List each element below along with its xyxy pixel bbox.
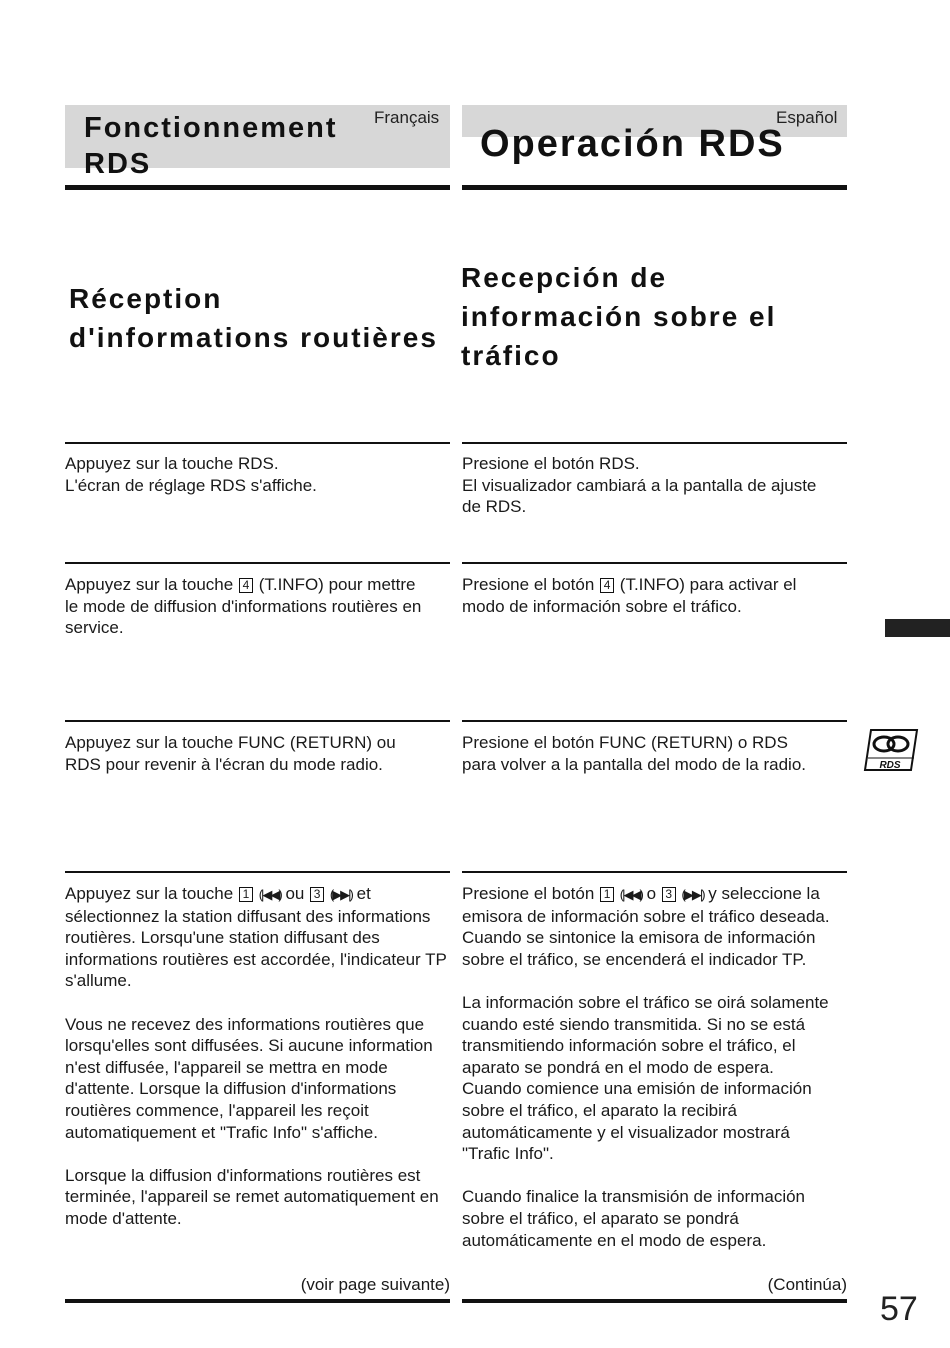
fr-title-line1: Fonctionnement — [84, 112, 338, 144]
es-step4-pre: Presione el botón — [462, 884, 595, 903]
key-1-icon: 1 — [600, 887, 614, 902]
es-step4-rest: seleccione la emisora de información sobre el tráfico deseada. Cuando se sintonice la emisora de información sobre el tráfico, se encenderá el indicador TP. — [462, 884, 830, 969]
es-section-line3: tráfico — [461, 340, 561, 371]
es-step4-post: y — [708, 884, 717, 903]
es-section-line2: información sobre el — [461, 301, 777, 332]
fr-continued-note: (voir page suivante) — [300, 1275, 450, 1294]
es-step4-mid: o — [646, 884, 657, 903]
fr-para3: Lorsque la diffusion d'informations routières est terminée, l'appareil se remet automatiquement en mode d'attente. — [65, 1165, 439, 1228]
es-step2-rule — [462, 562, 847, 564]
es-step3-rule — [462, 720, 847, 722]
key-3-icon: 3 — [662, 887, 676, 902]
fr-step2-line1 — [65, 574, 455, 596]
fr-step4-mid: ou — [285, 884, 305, 903]
es-para2: La información sobre el tráfico se oirá solamente cuando esté siendo transmitida. Si no se está transmitiendo información sobre el tráfico, el aparato se pondrá en el modo de espera. Cuando comience una emisión de información sobre el tráfico, el aparato la recibirá automáticamente y el visualizador mostrará "Trafic Info". — [462, 992, 829, 1164]
fr-section-line1: Réception — [69, 283, 223, 314]
fr-step3-line2: RDS pour revenir à l'écran du mode radio. — [65, 754, 383, 774]
es-title-rule — [462, 185, 847, 190]
key-1-icon: 1 — [239, 887, 253, 902]
fr-step2-text — [65, 574, 455, 639]
fr-section-line2: d'informations routières — [69, 322, 438, 353]
key-3-icon: 3 — [310, 887, 324, 902]
es-section-heading — [461, 258, 776, 375]
fr-step1-line1: Appuyez sur la touche RDS. — [65, 454, 279, 473]
fr-step4-pre: Appuyez sur la touche — [65, 884, 234, 903]
fr-bottom-rule — [65, 1299, 450, 1303]
fr-step2-post: (T.INFO) pour mettre — [258, 575, 416, 594]
fr-para2: Vous ne recevez des informations routières que lorsqu'elles sont diffusées. Si aucune information n'est diffusée, l'appareil se mettra en mode d'attente. Lorsque la diffusion d'informations routières commence, l'appareil les reçoit automatiquement et "Trafic Info" s'affiche. — [65, 1014, 433, 1142]
prev-track-icon: (|◀◀) — [258, 887, 281, 902]
rds-logo-text: RDS — [879, 760, 901, 771]
es-step1-rule — [462, 442, 847, 444]
es-step4-rule — [462, 871, 847, 873]
fr-step1-line2: L'écran de réglage RDS s'affiche. — [65, 475, 317, 495]
fr-step3-rule — [65, 720, 450, 722]
key-4-icon: 4 — [600, 578, 614, 593]
fr-step4-rule — [65, 871, 450, 873]
fr-step1-rule — [65, 442, 450, 444]
es-step3-line2: para volver a la pantalla del modo de la radio. — [462, 754, 806, 774]
es-step4-text — [462, 883, 834, 1273]
fr-step4-text — [65, 883, 449, 1251]
next-track-icon: (▶▶|) — [329, 887, 352, 902]
page-number: 57 — [880, 1290, 918, 1328]
key-4-icon: 4 — [239, 578, 253, 593]
fr-step2-pre: Appuyez sur la touche — [65, 575, 234, 594]
next-track-icon: (▶▶|) — [681, 887, 704, 902]
es-step2-pre: Presione el botón — [462, 575, 595, 594]
es-step3-line1: Presione el botón FUNC (RETURN) o RDS — [462, 733, 788, 752]
es-step1-line3: de RDS. — [462, 497, 527, 517]
fr-step2-line2: le mode de diffusion d'informations routières en — [65, 596, 422, 616]
es-section-line1: Recepción de — [461, 262, 668, 293]
fr-step2-rule — [65, 562, 450, 564]
es-continued-note: (Continúa) — [767, 1275, 847, 1294]
fr-step4-post: et — [356, 884, 371, 903]
rds-logo-icon — [863, 727, 919, 773]
fr-step2-line3: service. — [65, 618, 124, 638]
es-step2-line2: modo de información sobre el tráfico. — [462, 596, 742, 616]
fr-step4-para1 — [65, 883, 449, 992]
fr-section-heading — [69, 279, 438, 357]
es-para3: Cuando finalice la transmisión de información sobre el tráfico, el aparato se pondrá automáticamente en el modo de espera. — [462, 1187, 806, 1250]
fr-step3-line1: Appuyez sur la touche FUNC (RETURN) ou — [65, 733, 396, 752]
es-step2-text — [462, 574, 857, 617]
es-step4-para1 — [462, 883, 834, 970]
es-step2-line1 — [462, 574, 857, 596]
es-step1-text — [462, 453, 857, 518]
es-step1-line1: Presione el botón RDS. — [462, 454, 640, 473]
fr-page-title — [84, 110, 338, 182]
es-step1-line2: El visualizador cambiará a la pantalla de ajuste — [462, 475, 817, 495]
fr-title-rule — [65, 185, 450, 190]
es-page-title: Operación RDS — [480, 123, 785, 165]
fr-step4-rest: sélectionnez la station diffusant des informations routières. Lorsqu'une station diffusant des informations routières est accordée, l'indicateur TP s'allume. — [65, 906, 447, 991]
fr-step3-text — [65, 732, 455, 775]
es-language-label: Español — [776, 108, 838, 127]
fr-title-line2: RDS — [84, 148, 152, 180]
fr-step1-text — [65, 453, 455, 496]
chapter-tab-marker — [885, 619, 950, 637]
es-step2-post: (T.INFO) para activar el — [619, 575, 797, 594]
es-bottom-rule — [462, 1299, 847, 1303]
es-step3-text — [462, 732, 857, 775]
prev-track-icon: (|◀◀) — [619, 887, 642, 902]
fr-language-label: Français — [374, 108, 440, 127]
